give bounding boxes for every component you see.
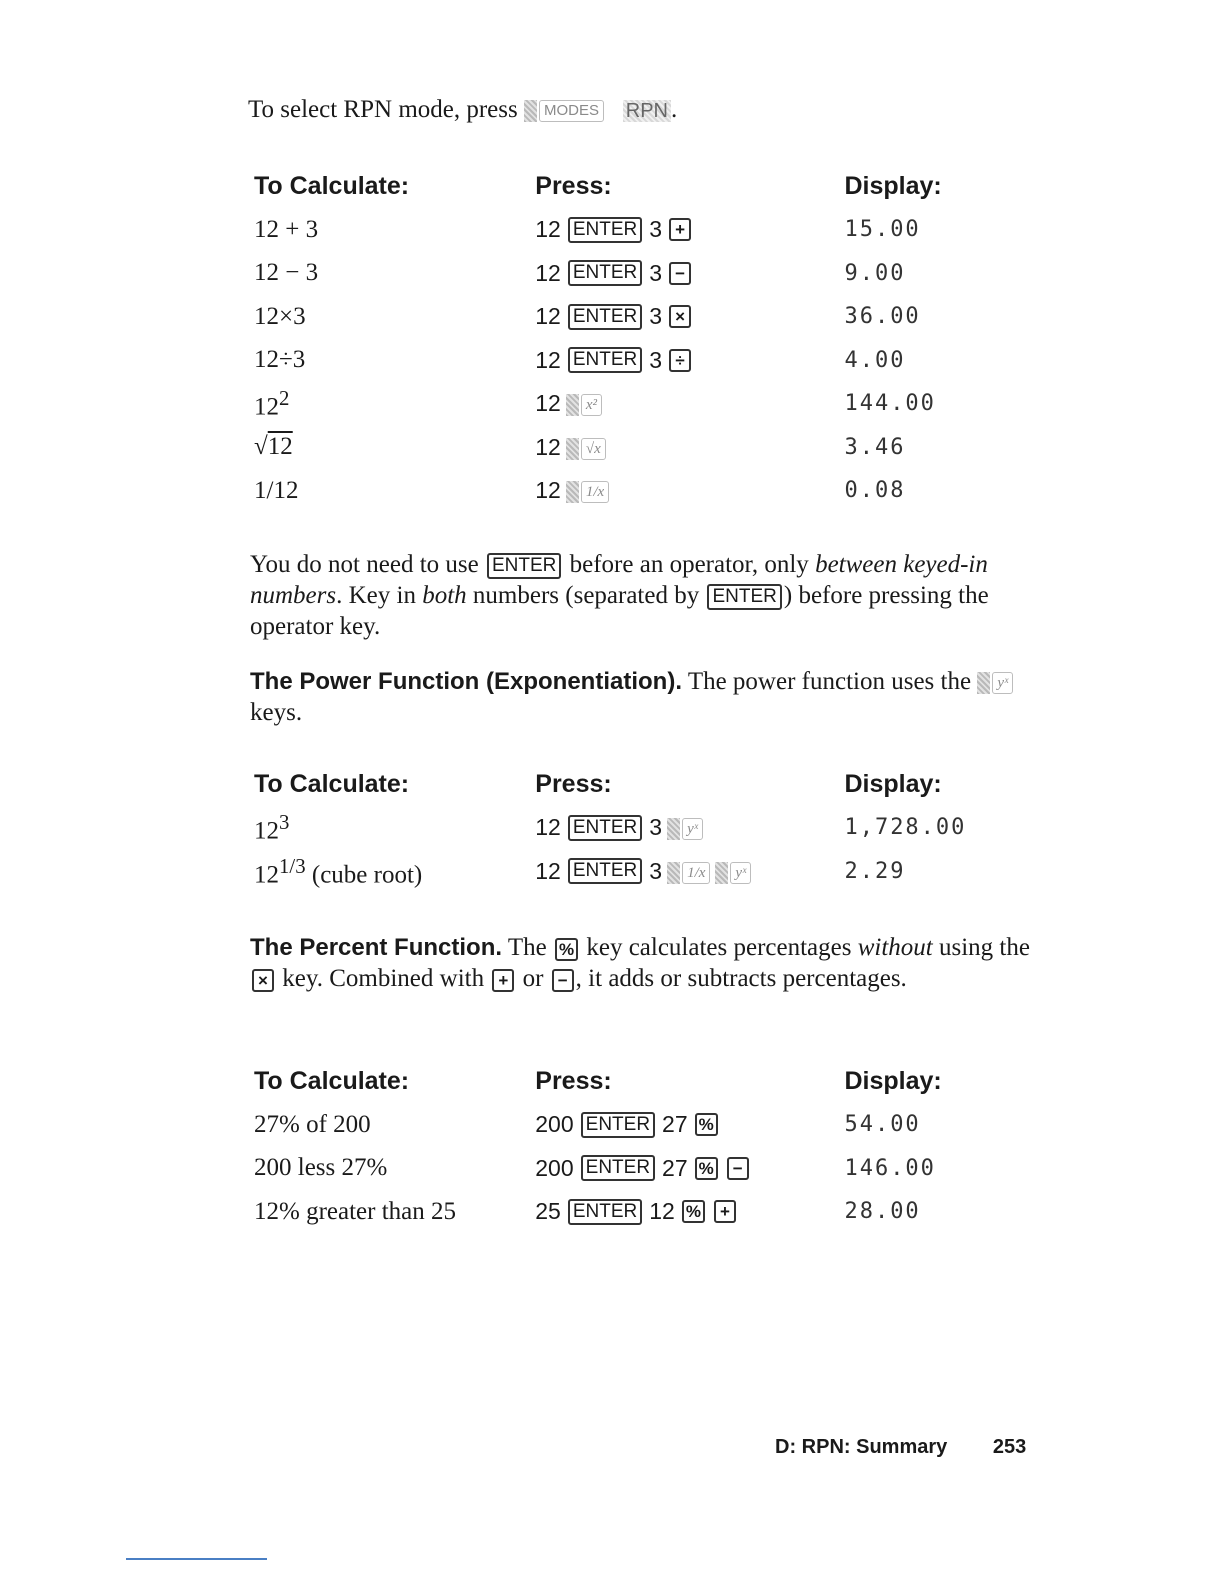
keyed-number: 3 [649, 216, 663, 243]
keyed-number: 12 [535, 433, 561, 460]
display-value: 28.00 [844, 1199, 921, 1225]
shift-key-icon [566, 394, 579, 416]
enter-key: ENTER [568, 1199, 642, 1225]
operator-key: % [695, 1157, 718, 1180]
display-value: 9.00 [844, 260, 906, 286]
keyed-number: 12 [535, 303, 561, 330]
calc-expression: 12÷3 [254, 346, 306, 374]
minus-key: − [552, 969, 574, 992]
enter-key: ENTER [568, 347, 642, 373]
operator-key: ÷ [669, 349, 691, 372]
operator-key: + [714, 1200, 736, 1223]
operator-key: − [669, 262, 691, 285]
table-row [254, 382, 1014, 426]
keyed-number: 12 [535, 390, 561, 417]
keyed-number: 3 [649, 259, 663, 286]
enter-key: ENTER [568, 217, 642, 243]
keyed-number: 27 [662, 1154, 688, 1181]
calc-expression: 12 − 3 [254, 259, 319, 287]
table-header: To Calculate: Press: Display: [254, 1066, 942, 1095]
keystrokes [535, 347, 844, 374]
shifted-key [667, 858, 710, 885]
table-row [254, 469, 1014, 513]
shifted-key [566, 434, 606, 461]
modes-key: MODES [539, 100, 604, 122]
bottom-rule [126, 1558, 267, 1560]
table-row [254, 850, 1014, 894]
display-value: 54.00 [844, 1112, 921, 1138]
enter-key: ENTER [568, 260, 642, 286]
keyed-number: 12 [535, 259, 561, 286]
shift-key-icon [977, 672, 990, 694]
keyed-number: 25 [535, 1198, 561, 1225]
calc-expression: 12 + 3 [254, 215, 319, 243]
calc-expression: $12^3$ [254, 810, 290, 845]
shifted-key [715, 858, 751, 885]
display-value: 1,728.00 [844, 815, 967, 841]
section-title-percent: The Percent Function. [250, 934, 503, 961]
shift-key-icon [667, 818, 680, 840]
keyed-number: 12 [535, 857, 561, 884]
keystrokes [535, 260, 844, 287]
keyed-number: 12 [649, 1198, 675, 1225]
enter-key: ENTER [487, 553, 561, 579]
table-row [254, 1103, 1014, 1147]
keystrokes [535, 1155, 844, 1182]
table-percent [254, 1059, 1014, 1234]
keystrokes [535, 303, 844, 330]
calc-expression: √12 [254, 433, 293, 461]
enter-key: ENTER [568, 304, 642, 330]
enter-key: ENTER [568, 858, 642, 884]
table-row [254, 295, 1014, 339]
shift-key-icon [715, 862, 728, 884]
keyed-number: 12 [535, 216, 561, 243]
calc-expression: 12×3 [254, 302, 306, 330]
calc-expression: $12^{1/3}$ (cube root) [254, 853, 423, 888]
display-value: 15.00 [844, 217, 921, 243]
table-row [254, 252, 1014, 296]
plus-key: + [492, 969, 514, 992]
keystrokes [535, 390, 844, 417]
function-key: 1/x [581, 481, 609, 503]
keystrokes [535, 216, 844, 243]
shifted-key [566, 390, 602, 417]
table-row [254, 426, 1014, 470]
multiply-key: × [252, 969, 274, 992]
enter-key: ENTER [568, 815, 642, 841]
table-header [254, 164, 1014, 208]
enter-key: ENTER [581, 1112, 655, 1138]
calc-expression: $12^2$ [254, 386, 290, 421]
keyed-number: 3 [649, 346, 663, 373]
percent-key: % [555, 938, 578, 961]
table-row [254, 208, 1014, 252]
shift-key-icon [524, 100, 537, 122]
display-value: 2.29 [844, 858, 906, 884]
shift-key-icon [667, 862, 680, 884]
section-title-power: The Power Function (Exponentiation). [250, 668, 682, 695]
keystrokes [535, 1111, 844, 1138]
operator-key: + [669, 218, 691, 241]
keyed-number: 3 [649, 303, 663, 330]
display-value: 36.00 [844, 304, 921, 330]
shift-key-icon [566, 438, 579, 460]
table-row [254, 1147, 1014, 1191]
shifted-key [566, 477, 609, 504]
operator-key: % [695, 1113, 718, 1136]
page-number: 253 [992, 1436, 1027, 1458]
keyed-number: 200 [535, 1154, 574, 1181]
keystrokes [535, 1198, 844, 1225]
table-row [254, 339, 1014, 383]
operator-key: × [669, 305, 691, 328]
calc-expression: 27% of 200 [254, 1110, 371, 1138]
function-key: yˣ [682, 818, 703, 840]
keystrokes [535, 477, 844, 504]
function-key: yˣ [730, 862, 751, 884]
calc-expression: 1/12 [254, 476, 299, 504]
table-power [254, 762, 1014, 893]
operator-key: − [727, 1157, 749, 1180]
paragraph-enter-usage: You do not need to use ENTER before an operator, only between keyed-in numbers. Key in both numbers (separated by ENTER ) before pressing the operator key. [250, 551, 989, 640]
intro-text: To select RPN mode, press [248, 96, 518, 123]
header-display: Display: [844, 171, 942, 200]
table-basic-arithmetic [254, 164, 1014, 513]
shift-key-icon [566, 481, 579, 503]
keyed-number: 12 [535, 814, 561, 841]
keystrokes [535, 434, 844, 461]
operator-key: % [682, 1200, 705, 1223]
keyed-number: 3 [649, 814, 663, 841]
display-value: 146.00 [844, 1155, 936, 1181]
keystrokes [535, 858, 844, 885]
page-footer [775, 1436, 1026, 1459]
power-key: yˣ [992, 672, 1013, 694]
paragraph-percent-function: The Percent Function. The % key calculates percentages without using the × key. Combined with + or − , it adds or subtracts percentages. [250, 934, 1030, 992]
display-value: 4.00 [844, 347, 906, 373]
enter-key: ENTER [707, 584, 781, 610]
display-value: 3.46 [844, 434, 906, 460]
function-key: 1/x [682, 862, 710, 884]
header-press: Press: [535, 171, 612, 200]
rpn-menu-key: RPN [623, 100, 671, 122]
table-row [254, 806, 1014, 850]
display-value: 144.00 [844, 391, 936, 417]
function-key: √x [581, 438, 606, 460]
calc-expression: 12% greater than 25 [254, 1197, 457, 1225]
shifted-key [667, 814, 703, 841]
table-header: To Calculate: Press: Display: [254, 769, 942, 798]
header-calc: To Calculate: [254, 171, 410, 200]
keyed-number: 27 [662, 1111, 688, 1138]
keystrokes [535, 814, 844, 841]
keyed-number: 12 [535, 346, 561, 373]
keyed-number: 200 [535, 1111, 574, 1138]
keyed-number: 3 [649, 857, 663, 884]
table-row [254, 1190, 1014, 1234]
footer-section: D: RPN: Summary [775, 1436, 948, 1458]
keyed-number: 12 [535, 477, 561, 504]
paragraph-power-function: The Power Function (Exponentiation). The power function uses the yˣ keys. [250, 666, 1050, 728]
display-value: 0.08 [844, 478, 906, 504]
enter-key: ENTER [581, 1155, 655, 1181]
intro-line: To select RPN mode, press MODES RPN . [248, 96, 678, 123]
function-key: x² [581, 394, 602, 416]
calc-expression: 200 less 27% [254, 1154, 388, 1182]
